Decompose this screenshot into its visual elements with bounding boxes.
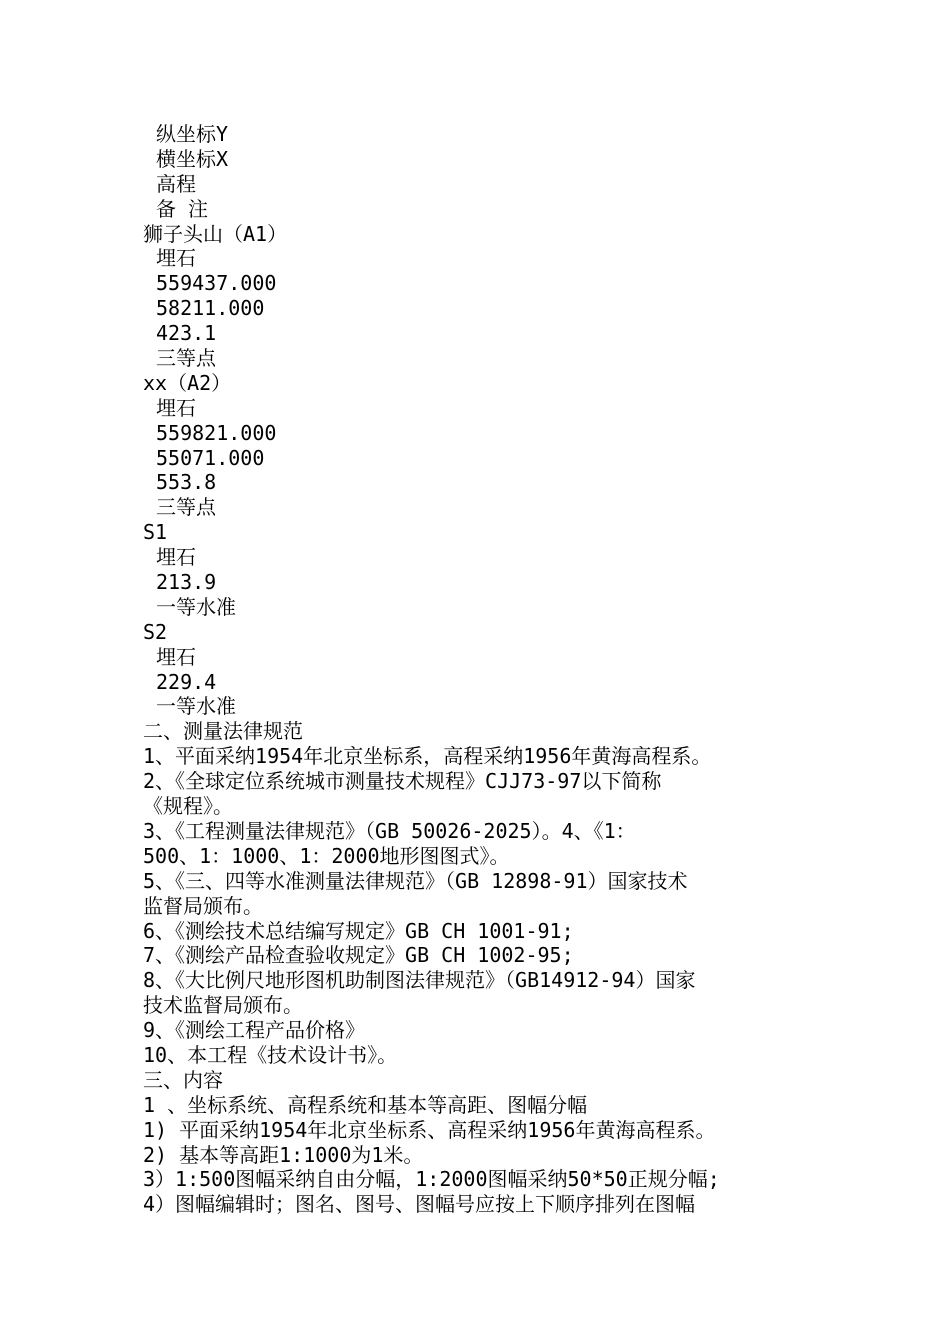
point-type: 埋石 (156, 644, 196, 669)
table-header-elevation: 高程 (156, 171, 196, 196)
point-type: 埋石 (156, 246, 196, 271)
paragraph-line: 《规程》。 (143, 794, 233, 819)
paragraph-line: 5、《三、四等水准测量法律规范》（GB 12898-91）国家技术 (143, 868, 688, 893)
point-x: 58211.000 (156, 296, 265, 321)
paragraph-line: 9、《测绘工程产品价格》 (143, 1018, 366, 1043)
table-header-note: 备 注 (156, 196, 209, 221)
point-elevation: 553.8 (156, 470, 217, 495)
paragraph-line: 7、《测绘产品检查验收规定》GB CH 1002-95; (143, 943, 574, 968)
point-note: 一等水准 (156, 694, 236, 719)
point-elevation: 229.4 (156, 669, 217, 694)
point-note: 三等点 (156, 346, 216, 371)
paragraph-line: 6、《测绘技术总结编写规定》GB CH 1001-91; (143, 918, 574, 943)
point-elevation: 213.9 (156, 570, 217, 595)
paragraph-line: 500、1：1000、1：2000地形图图式》。 (143, 843, 510, 868)
table-header-x: 横坐标X (156, 146, 229, 171)
paragraph-line: 8、《大比例尺地形图机助制图法律规范》（GB14912-94）国家 (143, 968, 696, 993)
paragraph-line: 技术监督局颁布。 (143, 993, 303, 1018)
paragraph-line: 1、平面采纳1954年北京坐标系，高程采纳1956年黄海高程系。 (143, 744, 712, 769)
paragraph-line: 10、本工程《技术设计书》。 (143, 1042, 398, 1067)
point-type: 埋石 (156, 395, 196, 420)
paragraph-line: 4）图幅编辑时；图名、图号、图幅号应按上下顺序排列在图幅 (143, 1192, 696, 1217)
section-heading: 二、测量法律规范 (143, 719, 303, 744)
paragraph-line: 1 、坐标系统、高程系统和基本等高距、图幅分幅 (143, 1092, 588, 1117)
point-type: 埋石 (156, 545, 196, 570)
point-y: 559437.000 (156, 271, 277, 296)
paragraph-line: 2) 基本等高距1:1000为1米。 (143, 1142, 424, 1167)
point-elevation: 423.1 (156, 321, 217, 346)
point-note: 一等水准 (156, 594, 236, 619)
point-y: 559821.000 (156, 420, 277, 445)
paragraph-line: 监督局颁布。 (143, 893, 263, 918)
point-name: S2 (143, 619, 168, 644)
point-note: 三等点 (156, 495, 216, 520)
paragraph-line: 3）1:500图幅采纳自由分幅，1:2000图幅采纳50*50正规分幅; (143, 1167, 720, 1192)
point-name: 狮子头山（A1） (143, 221, 288, 246)
table-header-y: 纵坐标Y (156, 122, 229, 146)
point-x: 55071.000 (156, 445, 265, 470)
document-body (143, 122, 823, 1217)
paragraph-line: 2、《全球定位系统城市测量技术规程》CJJ73-97以下简称 (143, 769, 662, 794)
paragraph-line: 3、《工程测量法律规范》（GB 50026-2025）。4、《1： (143, 818, 636, 843)
point-name: S1 (143, 520, 168, 545)
paragraph-line: 1) 平面采纳1954年北京坐标系、高程采纳1956年黄海高程系。 (143, 1117, 716, 1142)
point-name: xx（A2） (143, 370, 232, 395)
section-heading: 三、内容 (143, 1067, 223, 1092)
